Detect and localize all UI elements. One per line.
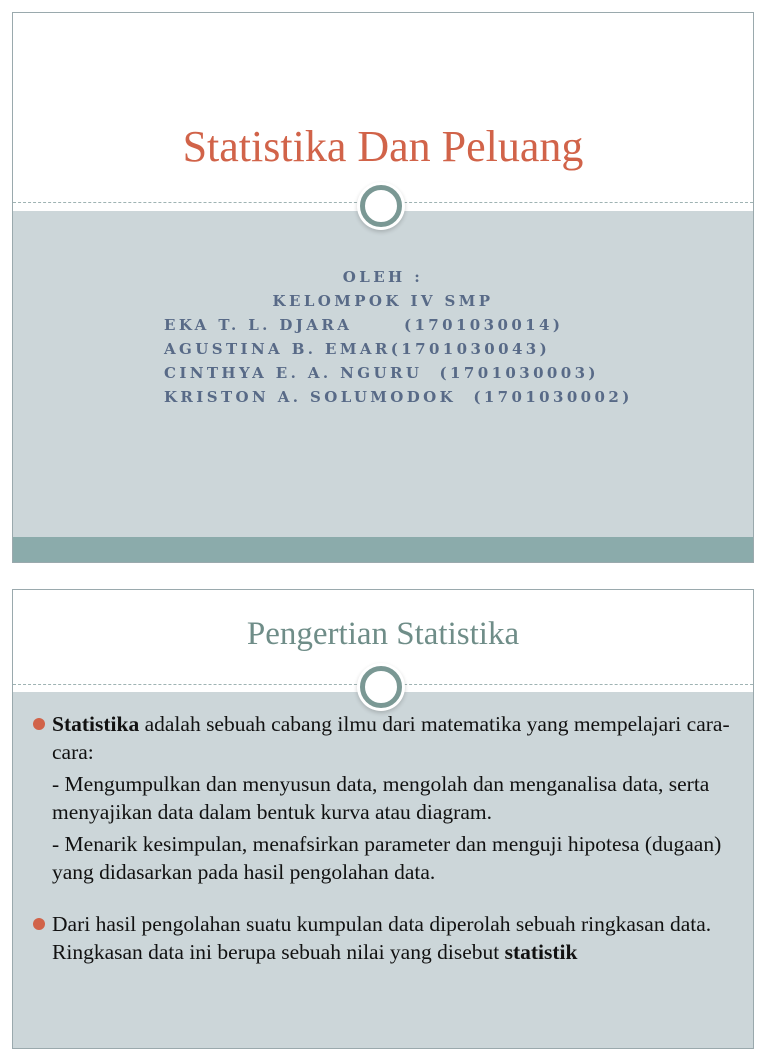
term-statistika: Statistika [52, 712, 140, 736]
circle-ornament-icon [360, 666, 402, 708]
bullet-dot-icon [33, 918, 45, 930]
term-statistik: statistik [504, 940, 578, 964]
bullet-item [33, 710, 743, 766]
slide-2-content [33, 710, 743, 970]
footer-band [13, 537, 753, 563]
member-row: EKA T. L. DJARA (1701030014) [164, 316, 564, 334]
oleh-label: OLEH : [342, 268, 424, 286]
slide-2 [12, 589, 754, 1049]
slide-1-title: Statistika Dan Peluang [182, 122, 584, 171]
author-block [13, 265, 753, 409]
bullet-item [33, 910, 743, 966]
bullet-text: adalah sebuah cabang ilmu dari matematika yang mempelajari cara-cara: [52, 712, 730, 764]
bullet-dot-icon [33, 718, 45, 730]
member-row: AGUSTINA B. EMAR(1701030043) [164, 340, 551, 358]
slide-1 [12, 12, 754, 563]
slide-2-title: Pengertian Statistika [246, 616, 520, 652]
member-row: KRISTON A. SOLUMODOK (1701030002) [164, 388, 633, 406]
kelompok-label: KELOMPOK IV SMP [272, 292, 494, 310]
bullet-text: Dari hasil pengolahan suatu kumpulan data diperolah sebuah ringkasan data. Ringkasan data ini berupa sebuah nilai yang disebut [52, 912, 712, 964]
member-row: CINTHYA E. A. NGURU (1701030003) [164, 364, 599, 382]
sub-paragraph: - Mengumpulkan dan menyusun data, mengolah dan menganalisa data, serta menyajikan data dalam bentuk kurva atau diagram. [52, 772, 710, 824]
circle-ornament-icon [360, 185, 402, 227]
sub-paragraph: - Menarik kesimpulan, menafsirkan parameter dan menguji hipotesa (dugaan) yang didasarkan pada hasil pengolahan data. [52, 832, 722, 884]
